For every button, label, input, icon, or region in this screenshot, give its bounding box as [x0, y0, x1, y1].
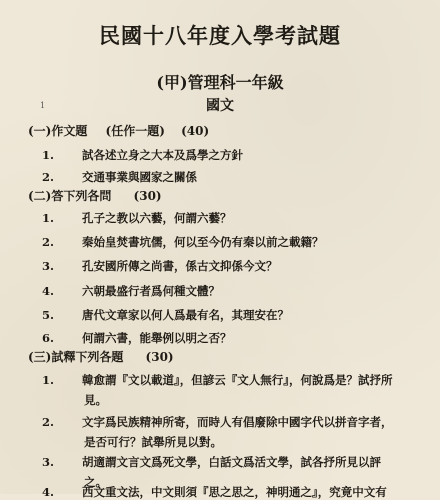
- section-points: (30): [133, 189, 162, 203]
- stray-mark: 1: [40, 101, 46, 110]
- section-label: (二)答下列各問: [28, 189, 112, 203]
- question-item: [42, 414, 393, 449]
- question-number: 3.: [42, 259, 55, 273]
- question-continuation: 見。: [84, 393, 107, 407]
- question-continuation: 是否可行？試舉所見以對。: [84, 435, 222, 449]
- question-item: [42, 330, 232, 346]
- question-item: [42, 307, 289, 323]
- page-title: 民國十八年度入學考試題: [99, 23, 341, 48]
- question-text: 試各述立身之大本及爲學之方針: [82, 148, 243, 162]
- section-heading: [28, 348, 174, 365]
- question-text: 秦始皇焚書坑儒，何以至今仍有秦以前之載籍？: [82, 235, 324, 249]
- question-item: [42, 210, 232, 226]
- question-text: 交通事業與國家之關係: [82, 170, 197, 184]
- question-continuation: 之。: [84, 475, 107, 489]
- page-subtitle: (甲)管理科一年級: [156, 73, 284, 92]
- question-number: 3.: [42, 455, 55, 469]
- question-text: 孔子之教以六藝，何謂六藝？: [82, 211, 232, 225]
- question-item: [42, 484, 387, 500]
- question-item: [42, 169, 197, 185]
- question-text: 西文重文法，中文則須『思之思之，神明通之』，究竟中文有: [82, 485, 387, 499]
- question-number: 5.: [42, 308, 55, 322]
- question-item: [42, 258, 278, 274]
- subject-heading: 國文: [206, 98, 234, 114]
- question-number: 1.: [42, 148, 55, 162]
- question-text: 孔安國所傳之尚書，係古文抑係今文？: [82, 259, 278, 273]
- question-number: 6.: [42, 331, 55, 345]
- question-number: 2.: [42, 235, 55, 249]
- question-item: [42, 372, 393, 407]
- question-item: [42, 454, 381, 489]
- section-points: (40): [181, 124, 210, 138]
- question-text: 唐代文章家以何人爲最有名，其理安在？: [82, 308, 289, 322]
- question-number: 1.: [42, 211, 55, 225]
- question-number: 4.: [42, 284, 55, 298]
- section-label: (一)作文題: [28, 124, 88, 138]
- question-item: [42, 283, 220, 299]
- question-number: 2.: [42, 415, 55, 429]
- section-heading: [28, 187, 162, 204]
- question-text: 何謂六書，能舉例以明之否？: [82, 331, 232, 345]
- question-number: 4.: [42, 485, 55, 499]
- question-number: 1.: [42, 373, 55, 387]
- question-text: 韓愈謂『文以載道』，但諺云『文人無行』，何說爲是？試抒所: [82, 373, 393, 387]
- question-text: 胡適謂文言文爲死文學，白話文爲活文學，試各抒所見以評: [82, 455, 381, 469]
- section-heading: [28, 122, 209, 139]
- question-text: 文字爲民族精神所寄，而時人有倡廢除中國字代以拼音字者，: [82, 415, 393, 429]
- section-points: (30): [145, 350, 174, 364]
- question-number: 2.: [42, 170, 55, 184]
- question-item: [42, 147, 243, 163]
- section-note: (任作一題): [105, 124, 165, 138]
- question-item: [42, 234, 324, 250]
- question-text: 六朝最盛行者爲何種文體？: [82, 284, 220, 298]
- section-label: (三)試釋下列各題: [28, 350, 124, 364]
